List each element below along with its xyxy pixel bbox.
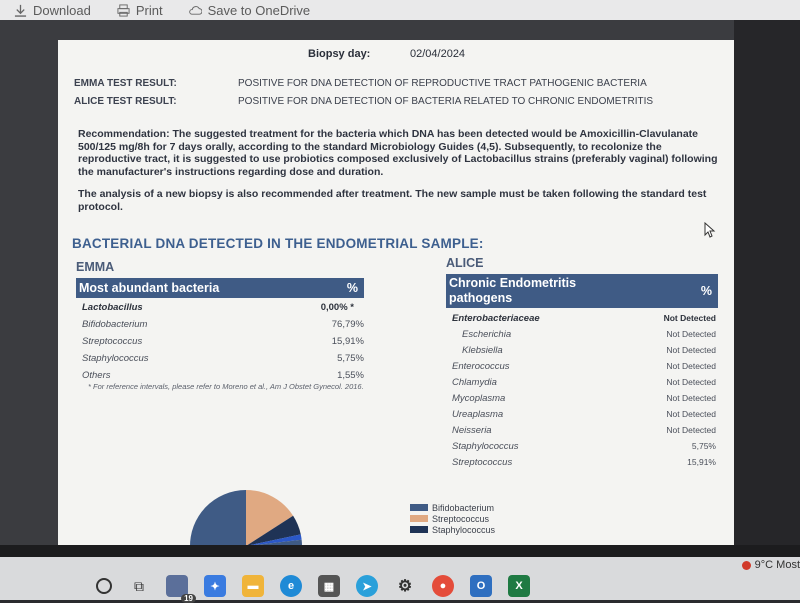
emma-footnote: * For reference intervals, please refer to Moreno et al., Am J Obstet Gynecol. 2016. <box>88 382 364 391</box>
alice-row-name: Enterobacteriaceae <box>452 313 540 324</box>
emma-result-value: POSITIVE FOR DNA DETECTION OF REPRODUCTIVE TRACT PATHOGENIC BACTERIA <box>238 78 647 89</box>
emma-row-value: 15,91% <box>331 336 364 347</box>
emma-row-name: Others <box>82 370 111 381</box>
analysis-text: The analysis of a new biopsy is also recommended after treatment. The new sample must be taken following the standard test protocol. <box>78 188 707 213</box>
alice-row-name: Klebsiella <box>462 345 503 356</box>
legend-swatch <box>410 504 428 511</box>
task-view-icon[interactable]: ⧉ <box>134 577 144 594</box>
store-icon[interactable]: ▦ <box>318 575 340 597</box>
alice-pct-header: % <box>700 284 712 298</box>
alice-row-value: Not Detected <box>666 377 716 387</box>
download-button[interactable] <box>14 3 91 18</box>
outlook-icon[interactable]: O <box>470 575 492 597</box>
pdf-viewer <box>0 20 800 545</box>
alice-row <box>452 361 716 372</box>
emma-row-name: Staphylococcus <box>82 353 149 364</box>
pie-chart <box>186 484 306 550</box>
print-label: Print <box>135 2 163 18</box>
alice-row-value: Not Detected <box>663 313 716 323</box>
alice-result-label: ALICE TEST RESULT: <box>74 96 177 107</box>
news-widget-icon[interactable] <box>166 575 193 603</box>
legend-label: Streptococcus <box>432 513 490 524</box>
alice-result <box>74 96 654 107</box>
emma-table-header <box>76 278 364 298</box>
printer-icon <box>117 4 130 17</box>
alice-result-value: POSITIVE FOR DNA DETECTION OF BACTERIA RELATED TO CHRONIC ENDOMETRITIS <box>238 96 654 107</box>
biopsy-day-value: 02/04/2024 <box>410 48 466 60</box>
emma-row <box>82 336 364 347</box>
emma-row-name: Bifidobacterium <box>82 319 148 330</box>
settings-gear-icon[interactable]: ⚙ <box>397 578 413 595</box>
pdf-toolbar <box>0 0 800 20</box>
alice-row-value: Not Detected <box>666 409 716 419</box>
alice-table-header <box>446 274 718 308</box>
section-title: BACTERIAL DNA DETECTED IN THE ENDOMETRIAL SAMPLE: <box>72 236 484 251</box>
taskbar-top-edge <box>0 545 800 557</box>
alice-row-name: Escherichia <box>462 329 512 340</box>
mouse-cursor-icon <box>704 222 716 238</box>
alice-row <box>452 409 716 420</box>
edge-browser-icon[interactable]: e <box>280 575 302 597</box>
legend-swatch <box>410 526 428 533</box>
emma-pct-header: % <box>346 281 358 295</box>
alice-row <box>452 425 716 436</box>
excel-icon[interactable]: X <box>508 575 530 597</box>
legend-swatch <box>410 515 428 522</box>
emma-row <box>82 353 364 364</box>
emma-row <box>82 370 364 381</box>
copilot-icon[interactable]: ✦ <box>204 575 226 597</box>
emma-row <box>82 319 364 330</box>
emma-heading: EMMA <box>76 260 115 274</box>
weather-alert-icon <box>742 561 751 570</box>
download-label: Download <box>33 2 91 18</box>
weather-widget[interactable] <box>742 559 800 571</box>
biopsy-day <box>308 48 466 60</box>
legend-label: Bifidobacterium <box>432 502 495 513</box>
file-explorer-icon[interactable]: ▬ <box>242 575 264 597</box>
save-onedrive-button[interactable] <box>189 3 311 18</box>
legend-item <box>410 502 495 513</box>
legend-item <box>410 513 495 524</box>
alice-row-name: Mycoplasma <box>452 393 506 404</box>
alice-row-name: Chlamydia <box>452 377 497 388</box>
weather-text: 9°C Most <box>754 559 800 571</box>
alice-row-name: Ureaplasma <box>452 409 504 420</box>
emma-row <box>82 302 354 313</box>
emma-result-label: EMMA TEST RESULT: <box>74 78 177 89</box>
cloud-icon <box>189 4 202 17</box>
alice-row <box>452 377 716 388</box>
search-circle-icon[interactable] <box>96 578 112 594</box>
alice-table-title-line2: pathogens <box>449 291 513 305</box>
alice-table-title-line1: Chronic Endometritis <box>449 276 577 290</box>
alice-row-name: Staphylococcus <box>452 441 519 452</box>
download-icon <box>14 4 27 17</box>
alice-row <box>452 313 716 324</box>
recommendation-text: Recommendation: The suggested treatment for the bacteria which DNA has been detected would be Amoxicillin-Clavulanate 500/125 mg/8h for 7 days orally, according to the standard Microbiology Guides (4,5). Subsequently, to recolonize the reproductive tract, it is suggested to use probiotics composed exclusively of Lactobacillus strains (preferably vaginal) following the manufacturer's instructions regarding dose and duration. <box>78 128 718 178</box>
alice-row <box>462 345 716 356</box>
print-button[interactable] <box>117 3 163 18</box>
emma-result <box>74 78 647 89</box>
chrome-icon[interactable]: ● <box>432 575 454 597</box>
alice-row-value: Not Detected <box>666 345 716 355</box>
alice-row-value: Not Detected <box>666 425 716 435</box>
alice-row-value: 15,91% <box>687 457 716 467</box>
emma-row-value: 1,55% <box>337 370 364 381</box>
alice-row-name: Neisseria <box>452 425 492 436</box>
alice-row <box>452 441 716 452</box>
alice-row-value: 5,75% <box>691 441 716 451</box>
telegram-icon[interactable]: ➤ <box>356 575 378 597</box>
emma-row-value: 76,79% <box>331 319 364 330</box>
emma-table-title: Most abundant bacteria <box>79 281 220 295</box>
alice-row <box>452 457 716 468</box>
emma-row-value: 5,75% <box>337 353 364 364</box>
emma-row-value: 0,00% * <box>320 302 354 313</box>
alice-row-value: Not Detected <box>666 361 716 371</box>
legend-item <box>410 524 495 535</box>
alice-row <box>462 329 716 340</box>
alice-row-name: Streptococcus <box>452 457 513 468</box>
taskbar <box>0 545 800 603</box>
biopsy-day-label: Biopsy day: <box>308 48 371 60</box>
alice-row-value: Not Detected <box>666 393 716 403</box>
news-badge: 19 <box>181 594 196 603</box>
alice-row-value: Not Detected <box>666 329 716 339</box>
report-page <box>58 40 734 550</box>
alice-heading: ALICE <box>446 256 484 270</box>
taskbar-icons <box>96 575 530 603</box>
legend-label: Staphylococcus <box>432 524 496 535</box>
alice-row <box>452 393 716 404</box>
save-onedrive-label: Save to OneDrive <box>207 2 311 18</box>
alice-row-name: Enterococcus <box>452 361 510 372</box>
pie-legend <box>410 502 495 535</box>
emma-row-name: Streptococcus <box>82 336 143 347</box>
viewer-right-margin <box>734 20 800 545</box>
emma-row-name: Lactobacillus <box>82 302 143 313</box>
